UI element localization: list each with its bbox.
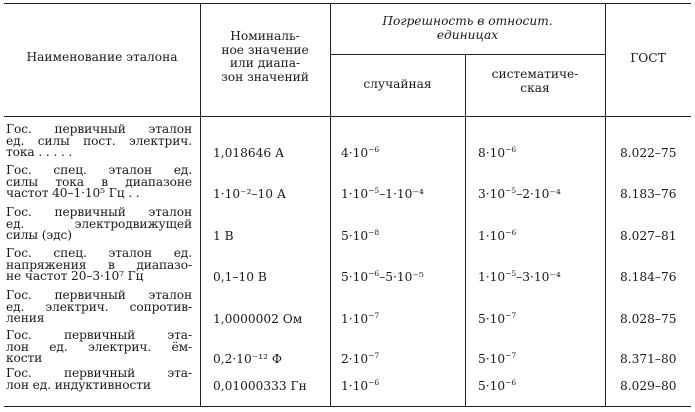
row-random-base: 2·10 [341,352,369,367]
row-systematic [478,146,516,160]
row-systematic [478,187,561,201]
row-systematic-exp: −7 [505,351,517,361]
header-error-group: Погрешность в относит. единицах [382,14,553,42]
row-random-base: 1·10 [341,312,369,327]
row-name [6,330,192,365]
row-systematic [478,312,516,326]
row-systematic [478,379,516,393]
row-name-line: тока . . . . . [6,145,73,160]
table-bottom-rule [4,406,691,407]
table-top-rule [4,3,691,4]
row-name-line: Гос. спец. эталон ед. [6,163,192,177]
row-random-exp: −6 [368,377,380,387]
row-systematic [478,229,516,243]
header-nominal: Номиналь- ное значение или диапа- зон значений [221,29,309,84]
row-name-line: ед. электрич. сопротив- [6,299,192,314]
row-nominal: 1,0000002 Ом [213,312,303,327]
row-random [341,312,379,326]
row-name [6,165,192,200]
row-systematic-exp: −7 [505,311,517,321]
row-random-exp: −6 [368,269,380,279]
row-random-base: 5·10 [341,270,369,285]
row-name-line: Гос. первичный эта- [6,328,192,342]
row-nominal: 1·10⁻²–10 А [213,187,287,202]
row-name-line: силы (эдс) [6,228,72,243]
row-gost: 8.028–75 [620,312,677,327]
row-systematic-exp: −5 [505,186,517,196]
row-gost: 8.029–80 [620,378,677,393]
header-name: Наименование эталона [26,50,178,64]
row-random-exp: −6 [368,145,380,155]
row-random-exp: −7 [368,311,380,321]
row-gost: 8.022–75 [620,146,677,161]
row-nominal: 0,1–10 В [213,270,267,285]
col-rule-3 [465,54,466,406]
row-name-line: лон ед. индуктивности [6,377,151,392]
row-random [341,379,379,393]
row-name-line: ления [6,311,45,326]
row-systematic-tail: –3·10⁻⁴ [516,270,561,285]
row-name-line: частот 40–1·10⁵ Гц . . [6,186,140,201]
header-systematic: систематиче- ская [491,67,579,95]
row-nominal: 1,018646 А [213,146,285,161]
row-systematic-tail: –2·10⁻⁴ [516,187,561,202]
row-random [341,146,379,160]
row-name-line: не частот 20–3·10⁷ Гц [6,269,144,284]
row-nominal: 0,2·10⁻¹² Ф [213,352,282,367]
row-gost: 8.184–76 [620,270,677,285]
row-systematic-base: 5·10 [478,312,506,327]
row-random [341,229,379,243]
row-name [6,368,192,391]
row-random-base: 1·10 [341,378,369,393]
header-bottom-rule [4,116,691,117]
row-systematic-base: 5·10 [478,352,506,367]
row-nominal: 0,01000333 Гн [213,378,307,393]
row-systematic [478,270,561,284]
row-name [6,248,192,283]
row-gost: 8.183–76 [620,187,677,202]
row-name-line: Гос. первичный эталон [6,122,192,136]
row-random [341,270,424,284]
row-gost: 8.027–81 [620,229,677,244]
row-name-line: ед. силы пост. электрич. [6,133,192,148]
row-name [6,207,192,242]
row-random-base: 5·10 [341,229,369,244]
row-gost: 8.371–80 [620,352,677,367]
row-name-line: силы тока в диапазоне [6,174,192,189]
row-nominal: 1 В [213,229,234,244]
row-systematic-exp: −6 [505,377,517,387]
row-systematic-base: 1·10 [478,270,506,285]
row-name-line: Гос. первичный эта- [6,366,192,380]
row-random-exp: −7 [368,351,380,361]
row-random-base: 4·10 [341,146,369,161]
row-name-line: кости [6,351,43,366]
row-name [6,290,192,325]
row-systematic-base: 1·10 [478,229,506,244]
row-systematic-base: 8·10 [478,146,506,161]
row-random-exp: −5 [368,186,380,196]
row-name-line: лон ед. электрич. ём- [6,339,192,354]
header-random: случайная [363,77,432,91]
row-name-line: ед. электродвижущей [6,216,192,231]
row-random-tail: –5·10⁻⁵ [379,270,424,285]
error-group-rule [330,54,605,55]
row-random-tail: –1·10⁻⁴ [379,187,424,202]
row-name-line: Гос. первичный эталон [6,205,192,219]
row-random-exp: −8 [368,228,380,238]
row-name-line: Гос. первичный эталон [6,288,192,302]
header-gost: ГОСТ [630,51,666,65]
row-name [6,124,192,159]
row-random [341,187,424,201]
row-random [341,352,379,366]
row-name-line: напряжения в диапазо- [6,257,192,272]
row-systematic-exp: −6 [505,145,517,155]
row-name-line: Гос. спец. эталон ед. [6,246,192,260]
row-systematic [478,352,516,366]
row-systematic-base: 3·10 [478,187,506,202]
row-systematic-exp: −6 [505,228,517,238]
row-systematic-exp: −5 [505,269,517,279]
row-systematic-base: 5·10 [478,378,506,393]
col-rule-2 [330,4,331,406]
row-random-base: 1·10 [341,187,369,202]
